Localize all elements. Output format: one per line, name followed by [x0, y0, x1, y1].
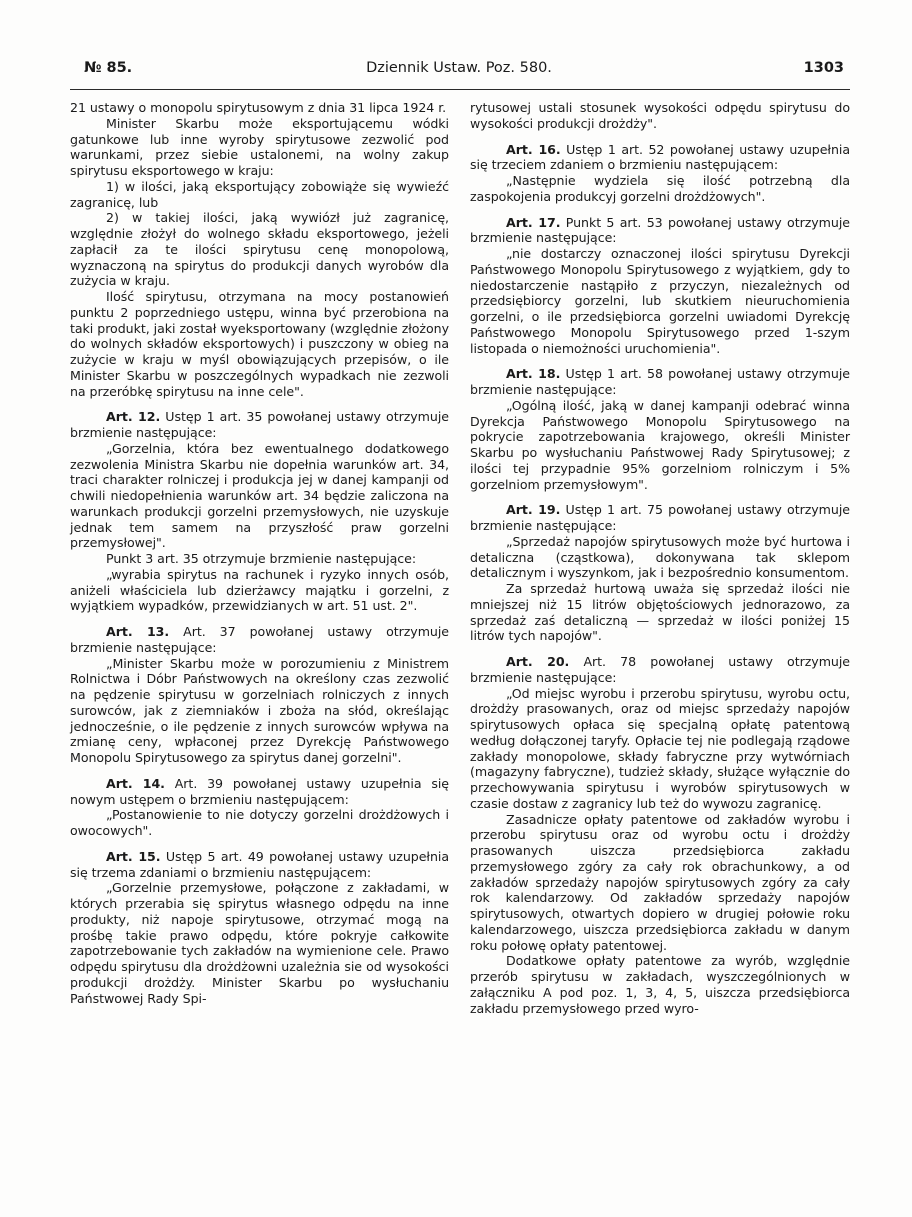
- page-number: 1303: [803, 60, 844, 76]
- article-intro: Ustęp 1 art. 52 powołanej ustawy uzupełnia się trzeciem zdaniem o brzmieniu następującem:: [470, 141, 851, 173]
- article-label: Art. 20.: [506, 654, 570, 669]
- article-intro: Ustęp 1 art. 75 powołanej ustawy otrzymuje brzmienie następujące:: [470, 502, 850, 533]
- article-14: [70, 776, 449, 808]
- quoted-text: „Ogólną ilość, jaką w danej kampanji odebrać winna Dyrekcja Państwowego Monopolu Spirytusowego na pokrycie zapotrzebowania krajowego, określi Minister Skarbu po wysłuchaniu Państwowej Rady Spirytusowej; z ilości tej przypadnie 95% gorzelniom rolniczym i 5% gorzelniom przemysłowym".: [470, 397, 850, 492]
- article-label: Art. 12.: [106, 409, 161, 425]
- article-label: Art. 16.: [506, 141, 561, 157]
- article-16: [470, 142, 850, 174]
- quoted-text: Zasadnicze opłaty patentowe od zakładów wyrobu i przerobu spirytusu oraz od wyrobu octu i drożdży prasowanych uiszcza przedsiębiorca zakładu przemysłowego zgóry za cały rok obrachunkowy, a od zakładów sprzedaży napojów spirytusowych zgóry za cały rok kalendarzowy. Od zakładów sprzedaży napojów spirytusowych, otwartych dopiero w drugiej połowie roku kalendarzowego, uiszcza przedsiębiorca zakładu w danym roku połowę opłaty patentowej.: [470, 811, 850, 953]
- article-13: [70, 624, 449, 656]
- paragraph: Ilość spirytusu, otrzymana na mocy postanowień punktu 2 poprzedniego ustępu, winna być przerobiona na taki produkt, jaki został wyeksportowany (względnie złożony do wolnych składów eksportowych) i puszczony w obieg na zużycie w kraju w myśl obowiązujących przepisów, o ile Minister Skarbu w poszczególnych wypadkach nie zezwoli na przeróbkę spirytusu na inne cele".: [70, 289, 449, 399]
- quoted-text: „wyrabia spirytus na rachunek i ryzyko innych osób, aniżeli właściciela lub dzierżawcy majątku i gorzelni, z wyjątkiem wypadków, przewidzianych w art. 51 ust. 2".: [70, 566, 449, 614]
- paragraph: 21 ustawy o monopolu spirytusowym z dnia 31 lipca 1924 r.: [70, 100, 447, 115]
- article-18: [470, 366, 850, 398]
- quoted-text: Za sprzedaż hurtową uważa się sprzedaż ilości nie mniejszej niż 15 litrów objętościowych jednorazowo, za sprzedaż zaś detaliczną — sprzedaż w ilości poniżej 15 litrów tych napojów".: [470, 581, 850, 644]
- quoted-text: „Od miejsc wyrobu i przerobu spirytusu, wyrobu octu, drożdży prasowanych, oraz od miejsc sprzedaży napojów spirytusowych opłaca się specjalną opłatę patentową według dołączonej taryfy. Opłacie tej nie podlegają rządowe zakłady monopolowe, składy fabryczne przy wytwórniach (magazyny fabryczne), tudzież składy, służące wyłącznie do przechowywania spirytusu i wyrobów spirytusowych w czasie dostaw z zagranicy lub też do wywozu zagranicę.: [470, 685, 850, 811]
- paragraph: Minister Skarbu może eksportującemu wódki gatunkowe lub inne wyroby spirytusowe zezwolić pod warunkami, przez siebie ustalonemi, na wolny zakup spirytusu eksportowego w kraju:: [70, 115, 449, 178]
- article-intro: Art. 39 powołanej ustawy uzupełnia się nowym ustępem o brzmieniu następującem:: [70, 775, 449, 807]
- article-15: [70, 849, 449, 881]
- quoted-text: „Postanowienie to nie dotyczy gorzelni drożdżowych i owocowych".: [70, 807, 449, 838]
- article-intro: Ustęp 5 art. 49 powołanej ustawy uzupełnia się trzema zdaniami o brzmieniu następującem:: [70, 848, 450, 880]
- article-intro: Ustęp 1 art. 58 powołanej ustawy otrzymuje brzmienie następujące:: [470, 366, 850, 397]
- article-label: Art. 19.: [506, 502, 561, 518]
- quoted-text: „Następnie wydziela się ilość potrzebną dla zaspokojenia produkcyj gorzelni drożdżowych".: [470, 173, 850, 204]
- article-label: Art. 13.: [106, 624, 170, 639]
- quoted-text: „Sprzedaż napojów spirytusowych może być hurtowa i detaliczna (cząstkowa), dokonywana tak sklepom detalicznym i wyszynkom, jak i bezpośrednio konsumentom.: [470, 533, 850, 581]
- article-intro: Art. 37 powołanej ustawy otrzymuje brzmienie następujące:: [70, 624, 449, 655]
- journal-title: Dziennik Ustaw. Poz. 580.: [366, 60, 552, 76]
- quoted-text: „nie dostarczy oznaczonej ilości spirytusu Dyrekcji Państwowego Monopolu Spirytusowego z wyjątkiem, gdy to niedostarczenie nastąpiło z przyczyn, niezależnych od przedsiębiorcy gorzelni, lub skutkiem nieuruchomienia gorzelni, o ile przedsiębiorca gorzelni uwiadomi Dyrekcję Państwowego Monopolu Spirytusowego przed 1-szym listopada o niemożności uruchomienia".: [470, 246, 850, 356]
- header-divider: [70, 89, 850, 90]
- article-intro: Ustęp 1 art. 35 powołanej ustawy otrzymuje brzmienie następujące:: [70, 409, 449, 440]
- article-12: [70, 409, 449, 441]
- quoted-text: „Minister Skarbu może w porozumieniu z Ministrem Rolnictwa i Dóbr Państwowych na określony czas zezwolić na pędzenie spirytusu w gorzelniach rolniczych z innych surowców, jak z ziemniaków i zboża na słód, określając jednocześnie, o ile pędzenie z innych surowców wpływa na zmianę ceny, wpłaconej przez Dyrekcję Państwowego Monopolu Spirytusowego za spirytus danej gorzelni".: [70, 655, 449, 765]
- right-column: [470, 100, 850, 1016]
- article-label: Art. 18.: [506, 366, 561, 382]
- article-20: [470, 654, 850, 686]
- quoted-text: „Gorzelnia, która bez ewentualnego dodatkowego zezwolenia Ministra Skarbu nie dopełnia warunków art. 34, traci charakter rolniczej i produkcja jej w danej kampanji od chwili niedopełnienia warunków art. 34 będzie zaliczona na warunkach produkcji gorzelni przemysłowych, nie uzyskuje jednak tem samem na przyszłość praw gorzelni przemysłowej".: [70, 440, 449, 551]
- quoted-text: Dodatkowe opłaty patentowe za wyrób, względnie przerób spirytusu w zakładach, wyszczególnionych w załączniku A pod poz. 1, 3, 4, 5, uiszcza przedsiębiorca zakładu przemysłowego przed wyro-: [470, 953, 850, 1016]
- article-intro: Art. 78 powołanej ustawy otrzymuje brzmienie następujące:: [470, 654, 850, 685]
- article-17: [470, 215, 850, 247]
- list-item: 2) w takiej ilości, jaką wywiózł już zagranicę, względnie złożył do wolnego składu eksportowego, jeżeli zapłacił za te ilości spirytusu cenę monopolową, wyznaczoną na spirytus do produkcji danych wyrobów dla zużycia w kraju.: [70, 210, 449, 289]
- article-intro: Punkt 5 art. 53 powołanej ustawy otrzymuje brzmienie następujące:: [470, 214, 850, 246]
- paragraph: rytusowej ustali stosunek wysokości odpędu spirytusu do wysokości produkcji drożdży".: [470, 100, 850, 131]
- page-header: [70, 60, 848, 82]
- article-19: [470, 502, 850, 534]
- list-item: 1) w ilości, jaką eksportujący zobowiąże się wywieźć zagranicę, lub: [70, 178, 449, 210]
- article-label: Art. 15.: [106, 848, 161, 864]
- article-label: Art. 14.: [106, 775, 165, 791]
- left-column: [70, 100, 449, 1006]
- issue-number: № 85.: [84, 60, 133, 76]
- article-label: Art. 17.: [506, 214, 561, 230]
- paragraph: Punkt 3 art. 35 otrzymuje brzmienie następujące:: [106, 551, 417, 566]
- quoted-text: „Gorzelnie przemysłowe, połączone z zakładami, w których przerabia się spirytus własnego odpędu na inne produkty, niż napoje spirytusowe, otrzymać mogą na prośbę takie prawo odpędu, które pokryje całkowite zapotrzebowanie tych zakładów na wymienione cele. Prawo odpędu spirytusu dla drożdżowni uzależnia sie od wysokości produkcji drożdży. Minister Skarbu po wysłuchaniu Państwowej Rady Spi-: [70, 880, 449, 1006]
